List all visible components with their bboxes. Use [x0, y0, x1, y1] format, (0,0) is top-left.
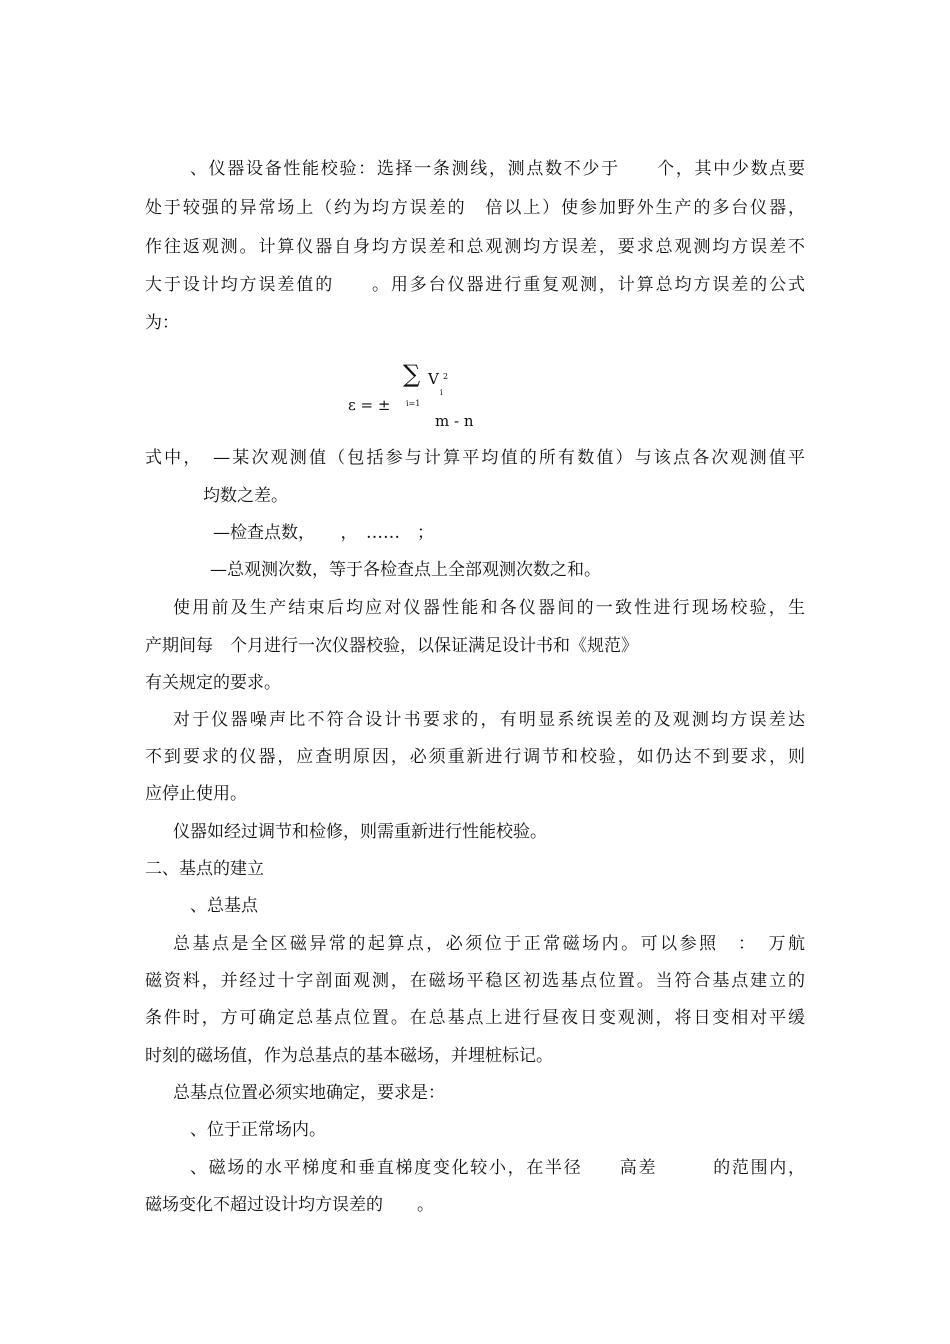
formula-numerator-var: V — [428, 370, 439, 388]
formula-subscript: i — [440, 388, 443, 397]
paragraph-1-line-5: 为： — [145, 313, 179, 333]
requirement-item-2-line-2: 磁场变化不超过设计均方误差的 。 — [145, 1195, 434, 1215]
requirement-item-1: 、位于正常场内。 — [190, 1120, 326, 1140]
paragraph-5-line-2: 磁资料，并经过十字剖面观测，在磁场平稳区初选基点位置。当符合基点建立的 — [145, 971, 805, 991]
definition-line-3: —检查点数， ， …… ； — [213, 523, 434, 543]
paragraph-1-line-2: 处于较强的异常场上（约为均方误差的 倍以上）使参加野外生产的多台仪器， — [145, 198, 805, 218]
formula-lower-limit: i=1 — [406, 399, 421, 408]
paragraph-5-line-3: 条件时，方可确定总基点位置。在总基点上进行昼夜日变观测，将日变相对平缓 — [145, 1008, 805, 1028]
paragraph-1-line-3: 作往返观测。计算仪器自身均方误差和总观测均方误差，要求总观测均方误差不 — [145, 237, 805, 257]
paragraph-4-line-1: 仪器如经过调节和检修，则需重新进行性能校验。 — [173, 822, 547, 842]
paragraph-2-line-1: 使用前及生产结束后均应对仪器性能和各仪器间的一致性进行现场校验，生 — [173, 598, 805, 618]
definition-line-2: 均数之差。 — [203, 486, 288, 506]
paragraph-3-line-3: 应停止使用。 — [145, 784, 247, 804]
paragraph-2-line-2: 产期间每 个月进行一次仪器校验，以保证满足设计书和《规范》 — [145, 636, 638, 656]
definition-line-1: 式中， —某次观测值（包括参与计算平均值的所有数值）与该点各次观测值平 — [145, 448, 805, 468]
paragraph-5-line-4: 时刻的磁场值，作为总基点的基本磁场，并埋桩标记。 — [145, 1046, 553, 1066]
paragraph-2-line-3: 有关规定的要求。 — [145, 673, 281, 693]
paragraph-1-line-4: 大于设计均方误差值的 。用多台仪器进行重复观测，计算总均方误差的公式 — [145, 275, 805, 295]
definition-line-4: —总观测次数，等于各检查点上全部观测次数之和。 — [210, 560, 601, 580]
paragraph-1-line-1: 、仪器设备性能校验：选择一条测线，测点数不少于 个，其中少数点要 — [190, 159, 805, 179]
paragraph-3-line-2: 不到要求的仪器，应查明原因，必须重新进行调节和校验，如仍达不到要求，则 — [145, 747, 805, 767]
mean-square-error-formula — [340, 360, 480, 440]
requirement-item-2-line-1: 、磁场的水平梯度和垂直梯度变化较小，在半径 高差 的范围内， — [190, 1158, 805, 1178]
paragraph-5-line-1: 总基点是全区磁异常的起算点，必须位于正常磁场内。可以参照 ： 万航 — [173, 934, 805, 954]
formula-denominator: m - n — [435, 412, 474, 430]
formula-superscript: 2 — [443, 372, 449, 381]
formula-sigma: ∑ — [403, 360, 421, 388]
paragraph-3-line-1: 对于仪器噪声比不符合设计书要求的，有明显系统误差的及观测均方误差达 — [173, 710, 805, 730]
paragraph-6-line-1: 总基点位置必须实地确定，要求是： — [173, 1083, 445, 1103]
formula-lhs: ε = ± — [348, 396, 391, 414]
subsection-heading: 、总基点 — [190, 896, 258, 916]
section-heading: 二、基点的建立 — [145, 859, 264, 879]
